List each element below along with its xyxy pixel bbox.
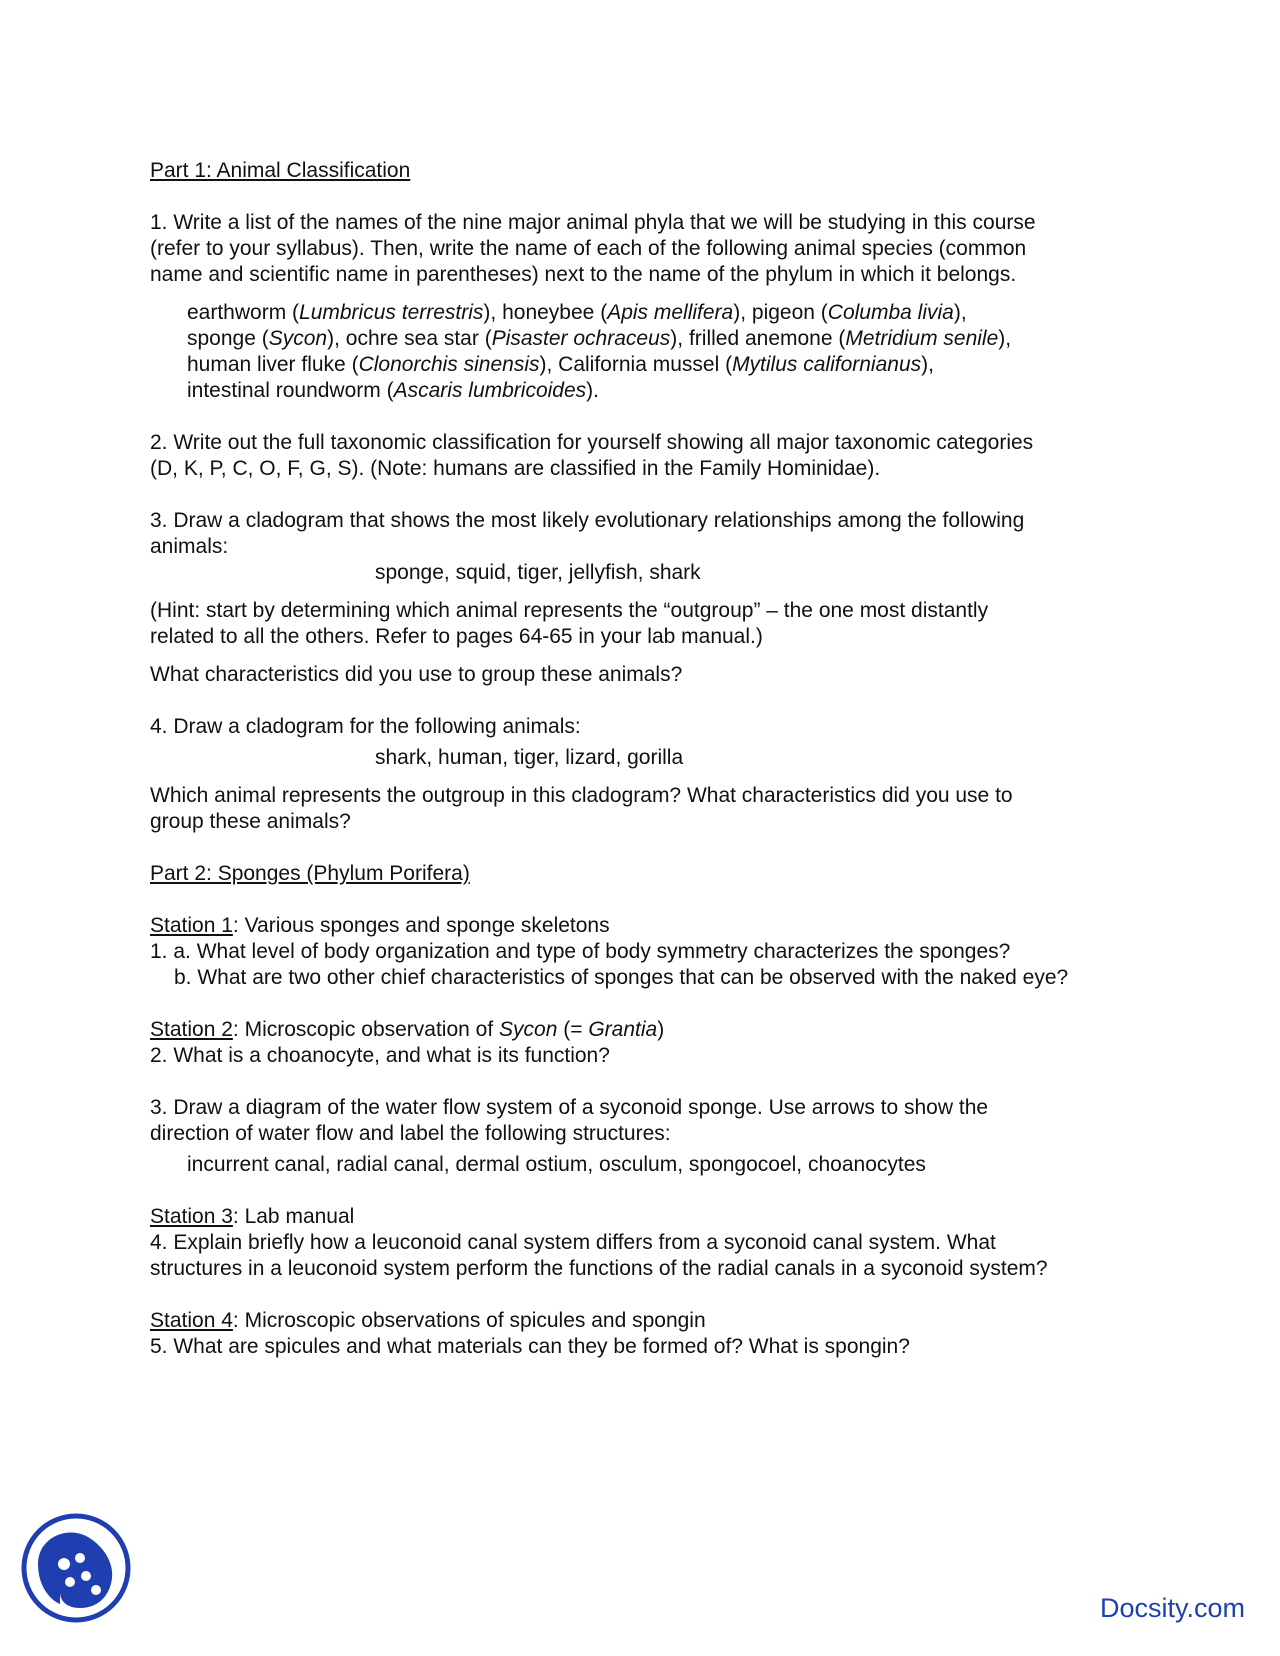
station3-title: Station 3: Lab manual	[150, 1205, 355, 1228]
docsity-logo-icon[interactable]	[20, 1512, 132, 1624]
station2-q3-line2: direction of water flow and label the following structures:	[150, 1122, 671, 1145]
station2-structures: incurrent canal, radial canal, dermal ostium, osculum, spongocoel, choanocytes	[187, 1153, 926, 1176]
station2-q2: 2. What is a choanocyte, and what is its function?	[150, 1044, 610, 1067]
station1-title: Station 1: Various sponges and sponge skeletons	[150, 914, 610, 937]
q2-line1: 2. Write out the full taxonomic classification for yourself showing all major taxonomic categories	[150, 431, 1034, 454]
q1-line1: 1. Write a list of the names of the nine major animal phyla that we will be studying in this course	[150, 211, 1036, 234]
station2-q3-line1: 3. Draw a diagram of the water flow system of a syconoid sponge. Use arrows to show the	[150, 1096, 989, 1119]
q4-question1: Which animal represents the outgroup in this cladogram? What characteristics did you use to	[150, 784, 1013, 807]
station1-qb: b. What are two other chief characteristics of sponges that can be observed with the naked eye?	[174, 966, 1069, 989]
q4-line1: 4. Draw a cladogram for the following animals:	[150, 715, 581, 738]
q3-line2: animals:	[150, 535, 229, 558]
q4-animals: shark, human, tiger, lizard, gorilla	[375, 746, 684, 769]
q3-animals: sponge, squid, tiger, jellyfish, shark	[375, 561, 701, 584]
part1-heading: Part 1: Animal Classification	[150, 159, 411, 182]
q3-hint2: related to all the others. Refer to pages 64-65 in your lab manual.)	[150, 625, 763, 648]
q2-line2: (D, K, P, C, O, F, G, S). (Note: humans are classified in the Family Hominidae).	[150, 457, 881, 480]
station1-qa: 1. a. What level of body organization and type of body symmetry characterizes the sponges?	[150, 940, 1011, 963]
station4-q5: 5. What are spicules and what materials can they be formed of? What is spongin?	[150, 1335, 910, 1358]
q4-question2: group these animals?	[150, 810, 351, 833]
q3-hint1: (Hint: start by determining which animal represents the “outgroup” – the one most distantly	[150, 599, 989, 622]
station2-title: Station 2: Microscopic observation of Sycon (= Grantia)	[150, 1018, 665, 1041]
q3-line1: 3. Draw a cladogram that shows the most likely evolutionary relationships among the following	[150, 509, 1025, 532]
document-body	[150, 158, 1160, 1360]
station3-q4-line1: 4. Explain briefly how a leuconoid canal system differs from a syconoid canal system. What	[150, 1231, 996, 1254]
q3-question: What characteristics did you use to group these animals?	[150, 663, 683, 686]
docsity-brand-link[interactable]: Docsity.com	[1100, 1593, 1246, 1623]
q1-line2: (refer to your syllabus). Then, write the name of each of the following animal species (common	[150, 237, 1027, 260]
station3-q4-line2: structures in a leuconoid system perform the functions of the radial canals in a syconoid system?	[150, 1257, 1048, 1280]
station4-title: Station 4: Microscopic observations of spicules and spongin	[150, 1309, 706, 1332]
part2-heading: Part 2: Sponges (Phylum Porifera)	[150, 862, 470, 885]
q1-line3: name and scientific name in parentheses) next to the name of the phylum in which it belongs.	[150, 263, 1017, 286]
species-list: earthworm (Lumbricus terrestris), honeybee (Apis mellifera), pigeon (Columba livia), sponge (Sycon), ochre sea star (Pisaster ochraceus), frilled anemone (Metridium senile), human liver fluke (Clonorchis sinensis), California mussel (Mytilus californianus), intestinal roundworm (Ascaris lumbricoides).	[187, 301, 1012, 402]
